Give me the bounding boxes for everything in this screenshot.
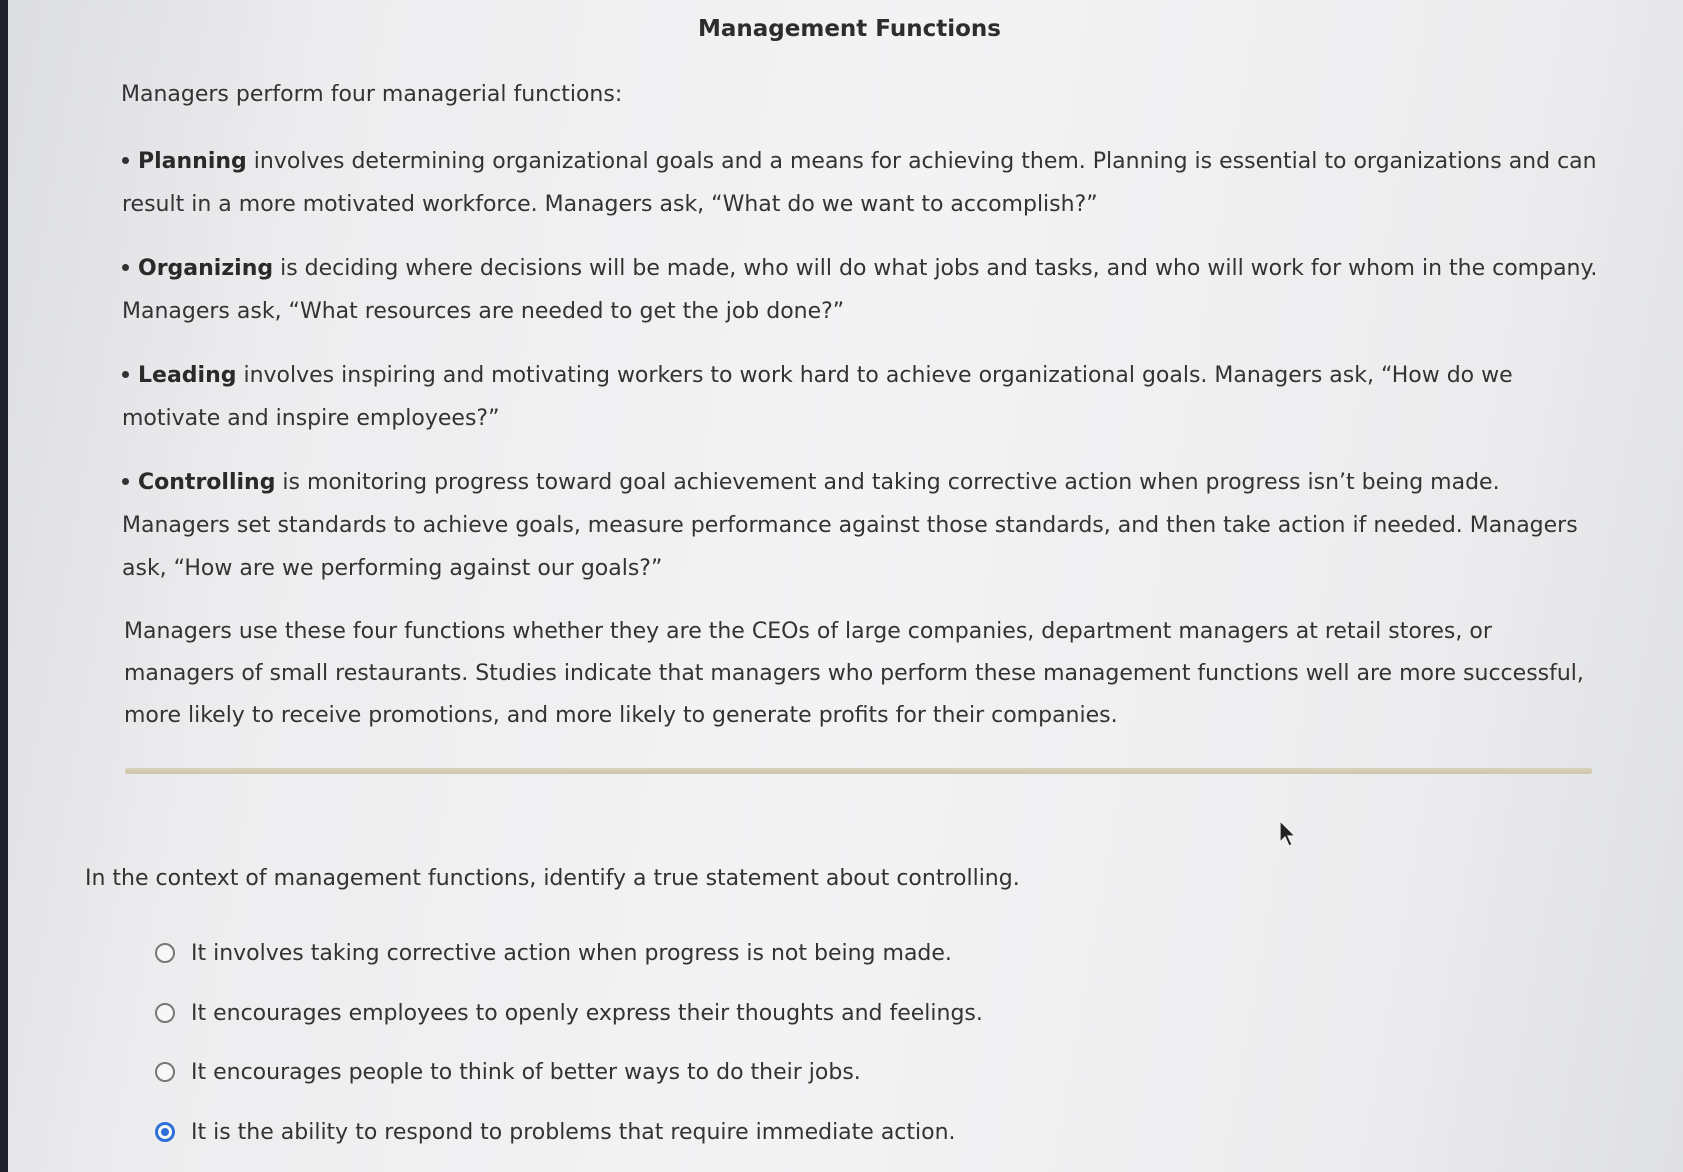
summary-paragraph: Managers use these four functions whether they are the CEOs of large companies, department managers at retail stores, or managers of small restaurants. Studies indicate that managers who perform these management functions well are more successful, more likely to receive promotions, and more likely to generate profits for their companies.: [124, 619, 1584, 728]
radio-button-icon[interactable]: [155, 943, 175, 963]
radio-button-selected-icon[interactable]: [155, 1122, 175, 1142]
function-term: Controlling: [138, 470, 276, 495]
function-planning: [122, 140, 1602, 226]
radio-button-icon[interactable]: [155, 1003, 175, 1023]
radio-button-icon[interactable]: [155, 1062, 175, 1082]
bullet-icon: [122, 371, 129, 378]
question-prompt: In the context of management functions, identify a true statement about controlling.: [85, 866, 1020, 891]
answer-option-3[interactable]: [155, 1056, 861, 1088]
function-organizing: [122, 247, 1602, 333]
answer-option-label: It encourages employees to openly express their thoughts and feelings.: [191, 1000, 983, 1026]
function-controlling: [122, 461, 1602, 590]
page-title: Management Functions: [698, 16, 1001, 42]
answer-option-label: It encourages people to think of better ways to do their jobs.: [191, 1059, 861, 1085]
answer-option-2[interactable]: [155, 997, 983, 1029]
function-term: Planning: [138, 149, 247, 174]
function-description: involves inspiring and motivating workers to work hard to achieve organizational goals. Managers ask, “How do we motivate and inspire employees?”: [122, 363, 1513, 431]
function-description: is deciding where decisions will be made, who will do what jobs and tasks, and who will work for whom in the company. Managers ask, “What resources are needed to get the job done?”: [122, 256, 1598, 324]
section-divider: [125, 768, 1592, 774]
function-leading: [122, 354, 1602, 440]
answer-option-label: It involves taking corrective action when progress is not being made.: [191, 940, 952, 966]
answer-option-1[interactable]: [155, 937, 952, 969]
function-description: is monitoring progress toward goal achievement and taking corrective action when progress isn’t being made. Managers set standards to achieve goals, measure performance against those standards, and then take action if needed. Managers ask, “How are we performing against our goals?”: [122, 470, 1578, 581]
function-term: Organizing: [138, 256, 274, 281]
bullet-icon: [122, 478, 129, 485]
bullet-icon: [122, 157, 129, 164]
bullet-icon: [122, 264, 129, 271]
answer-option-label: It is the ability to respond to problems that require immediate action.: [191, 1119, 956, 1145]
function-description: involves determining organizational goals and a means for achieving them. Planning is essential to organizations and can result in a more motivated workforce. Managers ask, “What do we want to accomplish?”: [122, 149, 1597, 217]
intro-text: Managers perform four managerial functions:: [121, 82, 623, 107]
answer-option-4[interactable]: [155, 1116, 956, 1148]
function-term: Leading: [138, 363, 237, 388]
mouse-cursor-icon: [1278, 820, 1298, 848]
